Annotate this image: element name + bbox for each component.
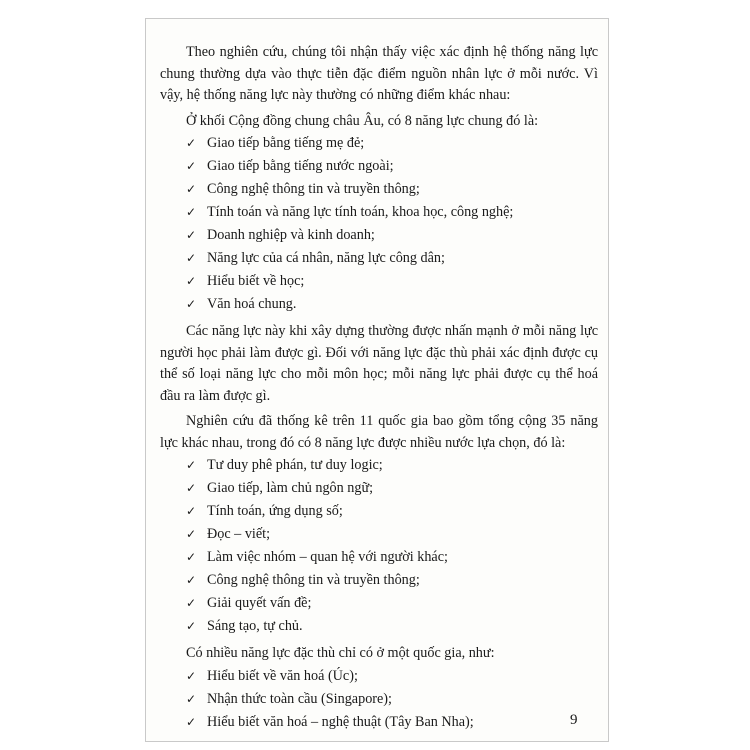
check-mark-icon: ✓	[186, 668, 197, 683]
list-item	[160, 271, 598, 294]
list-item-text: Tư duy phê phán, tư duy logic;	[207, 457, 383, 473]
list-item	[160, 248, 598, 271]
page-number: 9	[570, 712, 578, 728]
list-item	[160, 501, 598, 524]
list-item-text: Doanh nghiệp và kinh doanh;	[207, 227, 375, 243]
list-item	[160, 593, 598, 616]
list-item-text: Hiểu biết văn hoá – nghệ thuật (Tây Ban Nha);	[207, 713, 474, 730]
check-mark-icon: ✓	[186, 228, 197, 242]
list-item	[160, 689, 598, 712]
list-item-text: Đọc – viết;	[207, 526, 271, 542]
page-body	[160, 42, 598, 739]
list-item	[160, 570, 598, 593]
list-item-text: Giải quyết vấn đề;	[207, 595, 312, 611]
list-item-text: Giao tiếp, làm chủ ngôn ngữ;	[207, 480, 374, 496]
list-item	[160, 202, 598, 225]
list-item-text: Giao tiếp bằng tiếng nước ngoài;	[207, 158, 394, 174]
list-item-text: Giao tiếp bằng tiếng mẹ đẻ;	[207, 135, 365, 151]
check-mark-icon: ✓	[186, 691, 197, 706]
eu-competency-list	[160, 133, 598, 317]
check-mark-icon: ✓	[186, 182, 197, 196]
list-item	[160, 547, 598, 570]
list-item-text: Công nghệ thông tin và truyền thông;	[207, 572, 420, 588]
check-mark-icon: ✓	[186, 527, 197, 541]
check-mark-icon: ✓	[186, 573, 197, 587]
list-item-text: Tính toán và năng lực tính toán, khoa học, công nghệ;	[207, 204, 514, 220]
list-item	[160, 294, 598, 317]
list-item	[160, 524, 598, 547]
survey-competency-list	[160, 455, 598, 639]
list-item	[160, 712, 598, 735]
check-mark-icon: ✓	[186, 205, 197, 219]
check-mark-icon: ✓	[186, 251, 197, 265]
eu-lead-text: Ở khối Cộng đồng chung châu Âu, có 8 năng lực chung đó là:	[186, 112, 539, 129]
list-item	[160, 455, 598, 478]
list-item	[160, 478, 598, 501]
check-mark-icon: ✓	[186, 136, 197, 150]
check-mark-icon: ✓	[186, 550, 197, 564]
list-item-text: Hiểu biết về văn hoá (Úc);	[207, 667, 358, 684]
list-item-text: Làm việc nhóm – quan hệ với người khác;	[207, 549, 448, 565]
list-item-text: Nhận thức toàn cầu (Singapore);	[207, 690, 392, 707]
survey-lead-text: Nghiên cứu đã thống kê trên 11 quốc gia bao gồm tổng cộng 35 năng lực khác nhau, trong đó có 8 năng lực được nhiều nước lựa chọn, đó là:	[160, 413, 598, 451]
emphasis-paragraph: Các năng lực này khi xây dựng thường được nhấn mạnh ở mỗi năng lực người học phải làm được gì. Đối với năng lực đặc thù phải xác định được cụ thể số loại năng lực cho mỗi môn học; mỗi năng lực phải được cụ thể hoá đầu ra làm được gì.	[160, 323, 598, 404]
list-item-text: Công nghệ thông tin và truyền thông;	[207, 181, 420, 197]
check-mark-icon: ✓	[186, 619, 197, 633]
specific-competency-list	[160, 666, 598, 735]
list-item-text: Hiểu biết về học;	[207, 273, 305, 289]
list-item-text: Sáng tạo, tự chủ.	[207, 618, 303, 634]
check-mark-icon: ✓	[186, 504, 197, 518]
check-mark-icon: ✓	[186, 159, 197, 173]
list-item	[160, 133, 598, 156]
list-item	[160, 179, 598, 202]
list-item	[160, 156, 598, 179]
specific-lead-text: Có nhiều năng lực đặc thù chỉ có ở một quốc gia, như:	[186, 645, 495, 661]
check-mark-icon: ✓	[186, 458, 197, 472]
check-mark-icon: ✓	[186, 274, 197, 288]
list-item	[160, 616, 598, 639]
list-item	[160, 666, 598, 689]
check-mark-icon: ✓	[186, 596, 197, 610]
check-mark-icon: ✓	[186, 714, 197, 729]
intro-paragraph: Theo nghiên cứu, chúng tôi nhận thấy việc xác định hệ thống năng lực chung thường dựa vào thực tiễn đặc điểm nguồn nhân lực ở mỗi nước. Vì vậy, hệ thống năng lực này thường có những điểm khác nhau:	[160, 44, 598, 103]
list-item-text: Tính toán, ứng dụng số;	[207, 503, 343, 519]
list-item	[160, 225, 598, 248]
list-item-text: Năng lực của cá nhân, năng lực công dân;	[207, 250, 445, 266]
check-mark-icon: ✓	[186, 481, 197, 495]
list-item-text: Văn hoá chung.	[207, 296, 297, 312]
check-mark-icon: ✓	[186, 297, 197, 311]
